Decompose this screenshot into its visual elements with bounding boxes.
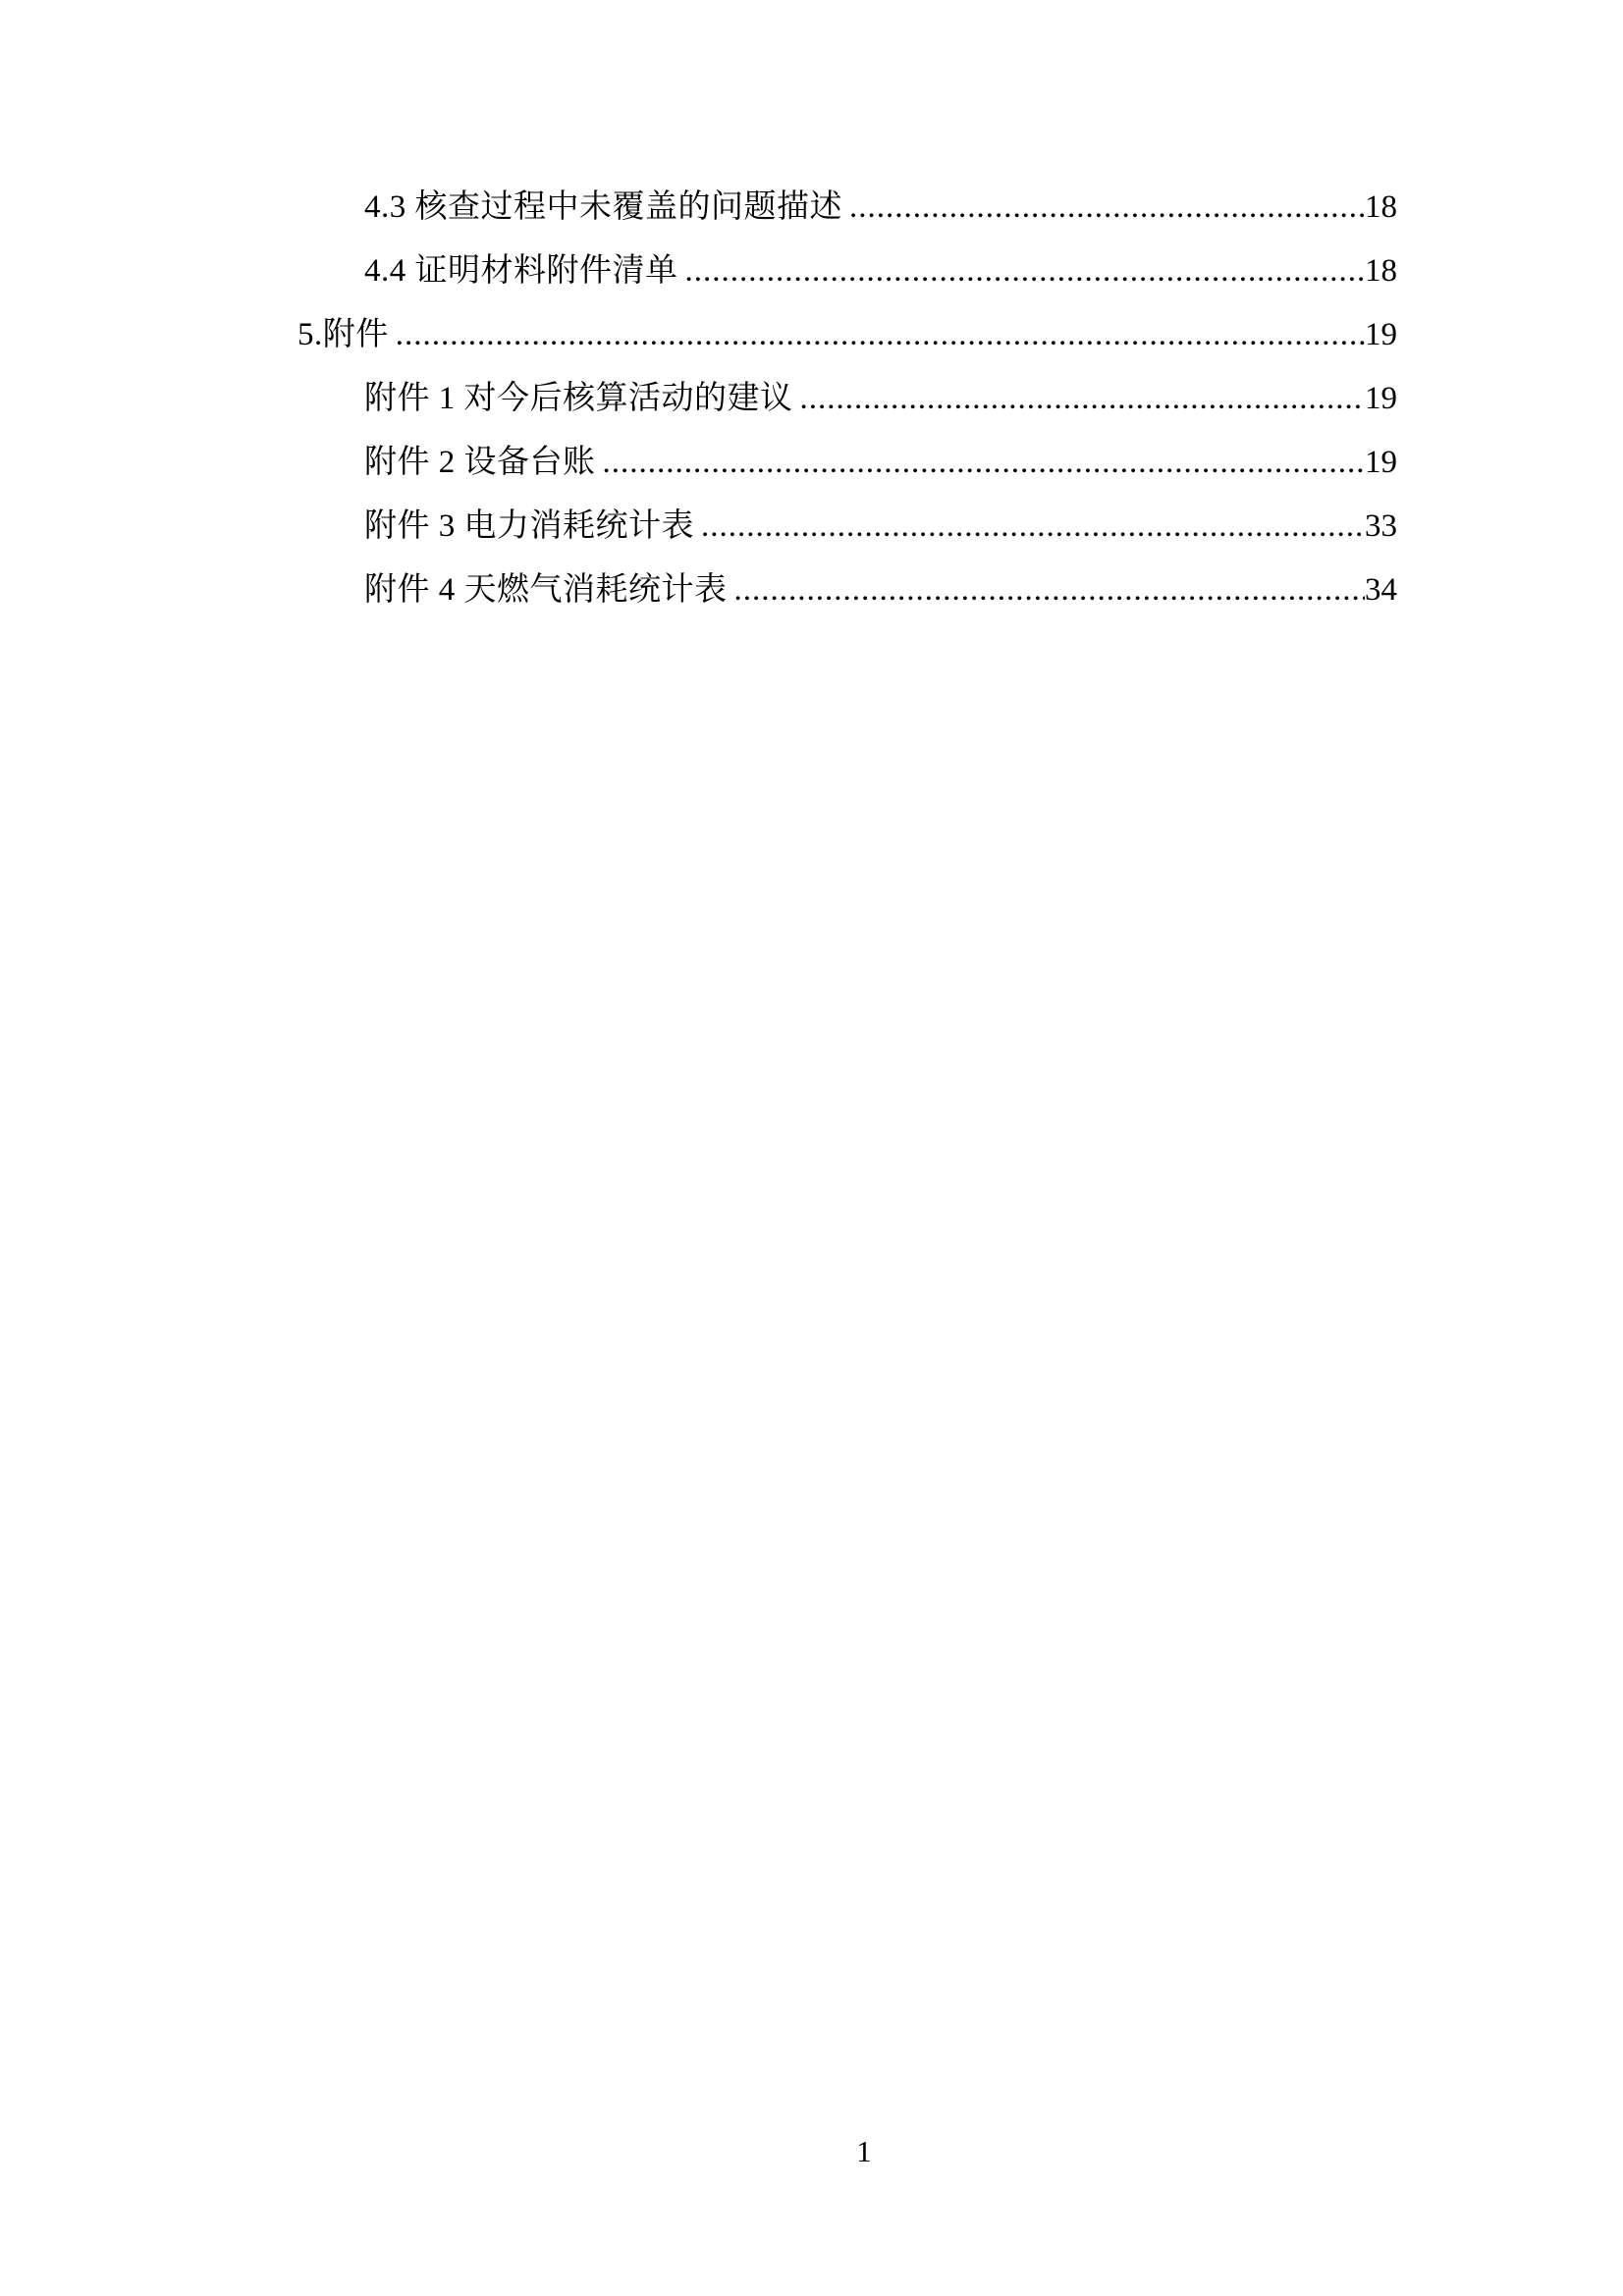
dot-leader (694, 495, 1365, 559)
dot-leader (728, 559, 1366, 622)
toc-entry-label: 附件 4 天燃气消耗统计表 (364, 572, 728, 608)
toc-entry-5[interactable] (0, 303, 1397, 367)
toc-entry-page-number: 18 (1365, 253, 1397, 289)
toc-entry-label: 4.3 核查过程中未覆盖的问题描述 (364, 189, 842, 225)
toc-entry-page-number: 19 (1365, 317, 1397, 352)
toc-entry-label: 5.附件 (298, 317, 389, 352)
dot-leader (678, 240, 1366, 303)
toc-entry-page-number: 33 (1365, 508, 1397, 544)
toc-entry-page-number: 19 (1365, 381, 1397, 416)
dot-leader (793, 367, 1366, 431)
dot-leader (389, 303, 1365, 367)
toc-entry-page-number: 34 (1365, 572, 1397, 608)
footer-page-number: 1 (856, 2134, 872, 2168)
toc-entry-page-number: 19 (1365, 445, 1397, 480)
toc-entry-appendix-1[interactable] (0, 367, 1397, 431)
toc-entry-label: 附件 2 设备台账 (364, 445, 596, 480)
toc-entry-page-number: 18 (1365, 189, 1397, 225)
toc-entry-label: 4.4 证明材料附件清单 (364, 253, 678, 289)
toc-entry-label: 附件 1 对今后核算活动的建议 (364, 381, 793, 416)
toc-entry-label: 附件 3 电力消耗统计表 (364, 508, 694, 544)
table-of-contents (0, 176, 1397, 622)
toc-entry-appendix-4[interactable] (0, 559, 1397, 622)
toc-entry-appendix-2[interactable] (0, 431, 1397, 495)
toc-entry-appendix-3[interactable] (0, 495, 1397, 559)
dot-leader (596, 431, 1366, 495)
toc-entry-4-4[interactable] (0, 240, 1397, 303)
dot-leader (842, 176, 1365, 240)
toc-entry-4-3[interactable] (0, 176, 1397, 240)
